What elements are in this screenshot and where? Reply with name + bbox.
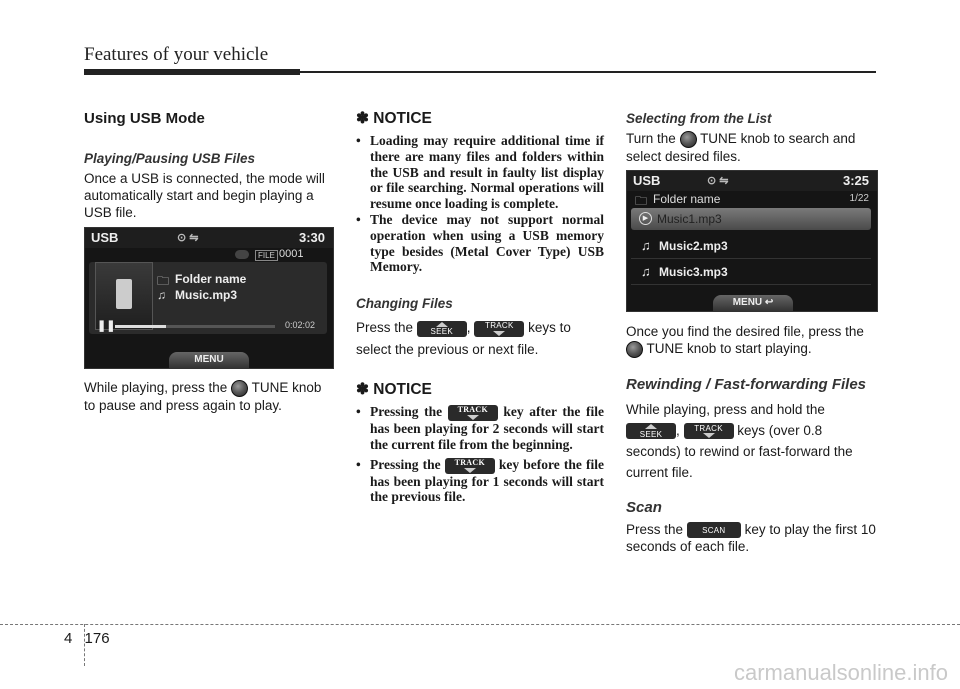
list-item-label: Music1.mp3	[657, 212, 722, 226]
column-3-lower	[626, 323, 878, 555]
progress-fill	[115, 325, 166, 328]
notice-1-item: • The device may not support normal operation when using a USB memory type besides (Metal Cover Type) USB Memory.	[356, 212, 604, 275]
track-key-icon: TRACK	[474, 321, 524, 337]
elapsed-time: 0:02:02	[285, 320, 316, 330]
progress-track	[115, 325, 275, 328]
column-2	[356, 110, 604, 505]
notice-2-item: • Pressing the TRACK key after the file has been playing for 2 seconds will start the current file from the beginning.	[356, 404, 604, 453]
comma: ,	[676, 422, 680, 438]
usb-play-screen	[84, 227, 334, 369]
screen-mode: USB	[91, 230, 119, 245]
selecting-text-a: Turn the	[626, 131, 676, 146]
subheading-selecting: Selecting from the List	[626, 111, 772, 126]
list-count: 1/22	[849, 193, 869, 204]
file-label: FILE	[255, 250, 278, 261]
file-number: 0001	[279, 248, 304, 260]
pause-text-b: to pause and press again to play.	[84, 397, 282, 413]
selecting-text	[626, 130, 878, 165]
page-number	[64, 630, 110, 647]
play-icon: ▶	[639, 212, 652, 225]
column-3	[626, 110, 878, 165]
changing-text	[356, 317, 604, 361]
header-rule	[300, 71, 876, 73]
usb-icon: ⊙ ⇋	[177, 232, 199, 244]
repeat-icon	[235, 250, 249, 259]
music-note-icon: ♫	[641, 264, 651, 279]
subheading-playing: Playing/Pausing USB Files	[84, 151, 256, 166]
rewinding-text-a: While playing, press and hold the	[626, 401, 825, 417]
chapter-number: 4	[64, 630, 73, 647]
seek-key-icon: SEEK	[417, 321, 467, 337]
notice-2-title: ✽ NOTICE	[356, 381, 432, 399]
folder-icon: 🗀	[635, 194, 648, 208]
list-item-label: Music2.mp3	[659, 239, 728, 253]
menu-button[interactable]: MENU	[169, 352, 249, 368]
page-header-title: Features of your vehicle	[84, 44, 269, 65]
paragraph-intro: Once a USB is connected, the mode will automatically start and begin playing a USB file.	[84, 171, 325, 220]
scan-text-b: key to play the first 10 seconds of each file.	[626, 521, 876, 555]
folder-name: Folder name	[653, 192, 721, 206]
track-key-icon: TRACK	[684, 423, 734, 439]
list-item-label: Music3.mp3	[659, 265, 728, 279]
folder-icon: 🗀	[157, 274, 170, 288]
scan-text-a: Press the	[626, 521, 684, 537]
tune-knob-label: TUNE knob	[251, 380, 322, 395]
music-note-icon: ♫	[157, 288, 166, 302]
scan-key-icon: SCAN	[687, 522, 741, 538]
list-item[interactable]	[631, 260, 871, 285]
notice-1-list	[356, 133, 604, 275]
found-text-a: Once you find the desired file, press the	[626, 324, 864, 339]
screen-time: 3:30	[298, 230, 325, 245]
section-heading: Using USB Mode	[84, 110, 205, 127]
track-key-icon: TRACK	[448, 405, 498, 421]
return-icon: ↩	[764, 297, 774, 308]
rewinding-text	[626, 399, 878, 483]
tune-knob-icon	[680, 131, 697, 148]
menu-button[interactable]: MENU ↩	[713, 295, 793, 311]
seek-key-icon: SEEK	[626, 423, 676, 439]
track-key-icon: TRACK	[445, 458, 495, 474]
notice-2-list	[356, 404, 604, 505]
notice-1-item: • Loading may require additional time if there are many files and folders within the USB and result in faulty list display or file searching. Normal operations will resume once loading is complete.	[356, 133, 604, 212]
pause-text-a: While playing, press the	[84, 380, 228, 395]
list-item[interactable]	[631, 234, 871, 259]
list-item-selected[interactable]	[631, 208, 871, 230]
page-number-value: 176	[84, 630, 110, 647]
music-note-icon: ♫	[641, 238, 651, 253]
track-name: Music.mp3	[175, 288, 238, 302]
found-text	[626, 323, 878, 358]
selecting-text-b: to search and select desired files.	[626, 131, 856, 164]
column-1	[84, 110, 334, 221]
comma: ,	[466, 320, 471, 336]
tune-knob-icon	[231, 380, 248, 397]
found-text-b: to start playing.	[720, 341, 812, 356]
usb-list-screen	[626, 170, 878, 312]
screen-mode: USB	[633, 173, 661, 188]
notice-1-title: ✽ NOTICE	[356, 110, 432, 127]
changing-text-b: keys to select the previous or next file.	[356, 320, 571, 358]
usb-icon: ⊙ ⇋	[707, 175, 729, 187]
subheading-changing: Changing Files	[356, 296, 453, 312]
watermark: carmanualsonline.info	[733, 660, 948, 685]
rewinding-text-b: keys (over 0.8 seconds) to rewind or fast-forward the current file.	[626, 422, 853, 480]
subheading-scan: Scan	[626, 498, 662, 516]
screen-time: 3:25	[842, 173, 869, 188]
folder-name: Folder name	[175, 272, 247, 286]
pause-icon: ❚❚	[97, 320, 116, 332]
notice-2-item: • Pressing the TRACK key before the file has been playing for 1 seconds will start the previous file.	[356, 457, 604, 506]
subheading-rewinding: Rewinding / Fast-forwarding Files	[626, 375, 867, 393]
tune-knob-label: TUNE knob	[646, 341, 717, 356]
scan-text	[626, 521, 878, 555]
footer-rule	[0, 624, 960, 625]
tune-knob-label: TUNE knob	[700, 131, 770, 146]
header-bar	[84, 69, 300, 75]
changing-text-a: Press the	[356, 320, 414, 336]
pause-instructions	[84, 379, 334, 414]
tune-knob-icon	[626, 341, 643, 358]
